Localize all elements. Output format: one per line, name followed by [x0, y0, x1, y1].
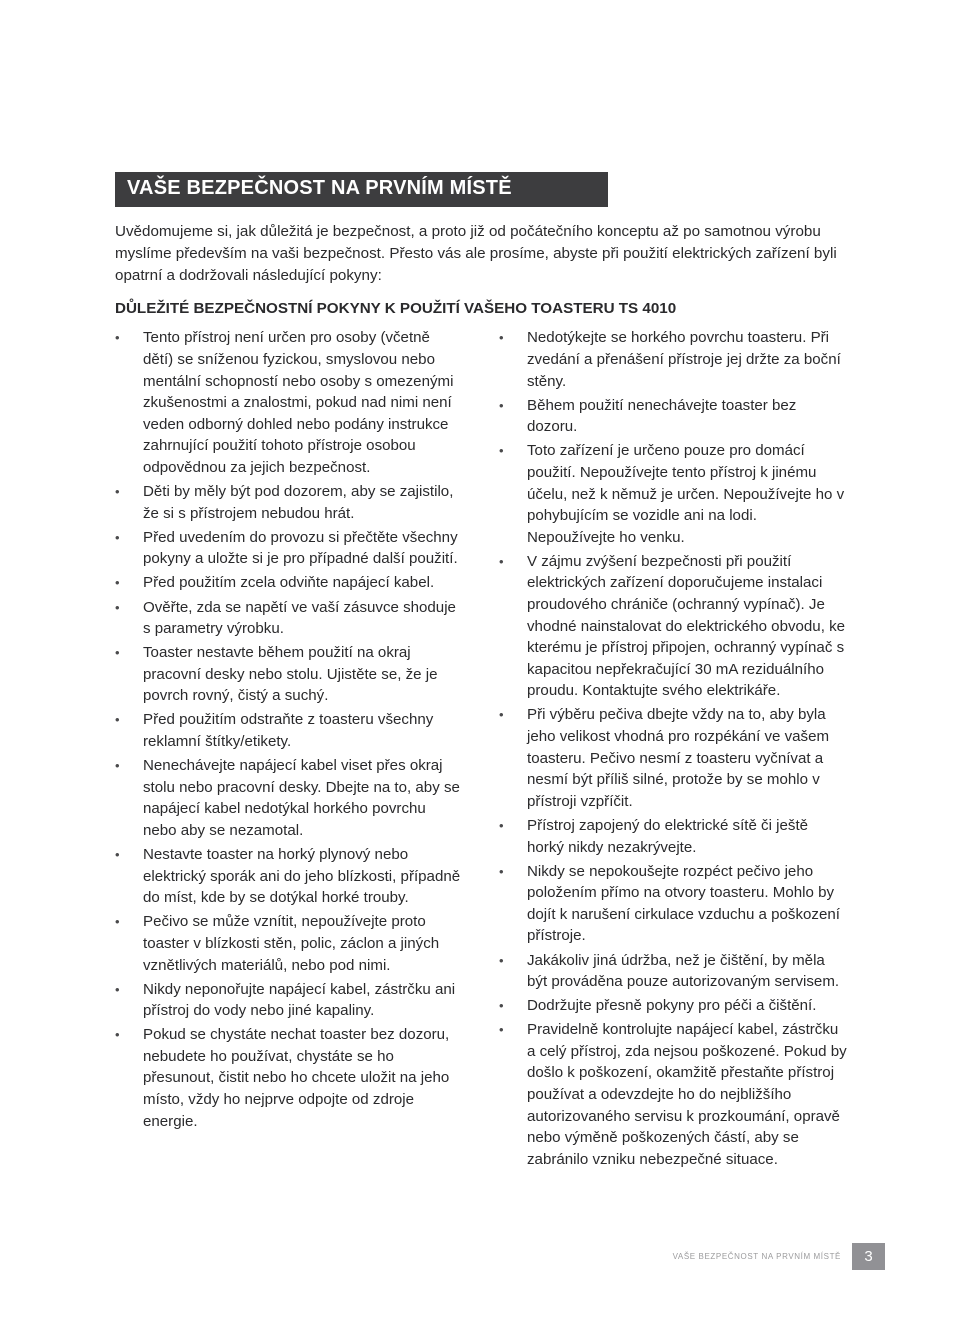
bullet-text: Nikdy se nepokoušejte rozpéct pečivo jeho položením přímo na otvory toasteru. Mohlo by dojít k narušení cirkulace vzduchu a poškození přístroje. [527, 862, 840, 945]
bullet-text: Pokud se chystáte nechat toaster bez dozoru, nebudete ho používat, chystáte se ho přesunout, čistit nebo ho chcete uložit na jeho místo, vždy ho nejprve odpojte od zdroje energie. [143, 1026, 450, 1130]
bullet-item [499, 815, 847, 858]
bullet-item [499, 551, 847, 702]
bullet-text: Přístroj zapojený do elektrické sítě či ještě horký nikdy nezakrývejte. [527, 816, 809, 856]
bullet-text: Ověřte, zda se napětí ve vaší zásuvce shoduje s parametry výrobku. [143, 598, 456, 638]
bullet-marker: • [115, 847, 120, 863]
page-number-badge: 3 [852, 1243, 885, 1270]
bullet-text: Nedotýkejte se horkého povrchu toasteru. Při zvedání a přenášení přístroje jej držte za boční stěny. [527, 329, 841, 390]
bullet-marker: • [115, 712, 120, 728]
section-header-bar [115, 172, 608, 207]
bullet-marker: • [115, 758, 120, 774]
bullet-item [115, 911, 463, 976]
bullet-marker: • [499, 863, 504, 879]
bullet-item [115, 979, 463, 1022]
bullet-marker: • [115, 645, 120, 661]
bullet-item [499, 440, 847, 548]
bullet-marker: • [499, 397, 504, 413]
right-column [499, 327, 847, 1173]
bullet-item [499, 861, 847, 947]
bullet-text: Před použitím zcela odviňte napájecí kabel. [143, 574, 435, 592]
bullet-marker: • [115, 575, 120, 591]
bullet-marker: • [115, 914, 120, 930]
left-column [115, 327, 463, 1173]
bullet-marker: • [115, 981, 120, 997]
bullet-columns [115, 327, 847, 1173]
bullet-item [115, 709, 463, 752]
bullet-item [499, 950, 847, 993]
content-area [115, 172, 847, 1173]
bullet-item [115, 481, 463, 524]
bullet-marker: • [115, 484, 120, 500]
bullet-text: Toaster nestavte během použití na okraj pracovní desky nebo stolu. Ujistěte se, že je povrch rovný, čistý a suchý. [143, 644, 438, 705]
page-footer [673, 1243, 885, 1270]
bullet-marker: • [499, 952, 504, 968]
bullet-item [499, 704, 847, 812]
bullet-text: Pravidelně kontrolujte napájecí kabel, zástrčku a celý přístroj, zda nejsou poškozené. Pokud by došlo k poškození, okamžitě přestaňte přístroj používat a odevzdejte ho do nejbližšího autorizovaného servisu k prozkoumání, opravě nebo výměně poškozených částí, aby se zabránilo vzniku nebezpečné situace. [527, 1021, 847, 1168]
bullet-text: Během použití nenechávejte toaster bez dozoru. [527, 396, 797, 436]
bullet-text: Toto zařízení je určeno pouze pro domácí použití. Nepoužívejte tento přístroj k jinému účelu, než k němuž je určen. Nepoužívejte ho v pohybujícím se vozidle ani na lodi. Nepoužívejte ho venku. [527, 442, 845, 546]
bullet-text: V zájmu zvýšení bezpečnosti při použití elektrických zařízení doporučujeme instalaci proudového chrániče (ochranný vypínač). Je vhodné nainstalovat do elektrického obvodu, ke kterému je přístroj připojen, ochranný vypínač s kapacitou nepřekračující 30 mA reziduálního proudu. Kontaktujte svého elektrikáře. [527, 552, 846, 700]
section-header-title: VAŠE BEZPEČNOST NA PRVNÍM MÍSTĚ [127, 177, 512, 199]
bullet-marker: • [499, 707, 504, 723]
bullet-marker: • [115, 330, 120, 346]
bullet-item [115, 327, 463, 478]
bullet-marker: • [115, 529, 120, 545]
bullet-item [499, 395, 847, 438]
bullet-marker: • [499, 330, 504, 346]
footer-title: VAŠE BEZPEČNOST NA PRVNÍM MÍSTĚ [672, 1252, 841, 1261]
bullet-item [499, 1019, 847, 1170]
bullet-item [499, 995, 847, 1017]
bullet-marker: • [499, 817, 504, 833]
bullet-text: Před použitím odstraňte z toasteru všechny reklamní štítky/etikety. [143, 711, 434, 751]
bullet-text: Při výběru pečiva dbejte vždy na to, aby byla jeho velikost vhodná pro rozpékání ve vašem toasteru. Pečivo nesmí z toasteru vyčnívat a nesmí být příliš silné, protože by se mohlo v přístroji vzpříčit. [527, 706, 830, 810]
bullet-text: Dodržujte přesně pokyny pro péči a čištění. [527, 997, 817, 1015]
bullet-text: Nestavte toaster na horký plynový nebo elektrický sporák ani do jeho blízkosti, případně do míst, kde by se dotýkal horké trouby. [143, 846, 461, 907]
bullet-item [115, 844, 463, 909]
bullet-marker: • [499, 553, 504, 569]
bullet-item [115, 755, 463, 841]
intro-paragraph: Uvědomujeme si, jak důležitá je bezpečnost, a proto již od počátečního konceptu až po samotnou výrobu myslíme především na vaši bezpečnost. Přesto vás ale prosíme, abyste při použití elektrických zařízení byli opatrní a dodržovali následující pokyny: [115, 223, 837, 284]
bullet-item [115, 527, 463, 570]
bullet-text: Nikdy neponořujte napájecí kabel, zástrčku ani přístroj do vody nebo jiné kapaliny. [143, 980, 456, 1020]
bullet-marker: • [115, 599, 120, 615]
bullet-item [115, 642, 463, 707]
bullet-text: Pečivo se může vznítit, nepoužívejte proto toaster v blízkosti stěn, polic, záclon a jiných vznětlivých materiálů, nebo pod nimi. [143, 913, 440, 974]
instructions-heading: DŮLEŽITÉ BEZPEČNOSTNÍ POKYNY K POUŽITÍ VAŠEHO TOASTERU TS 4010 [115, 300, 677, 318]
bullet-marker: • [499, 1022, 504, 1038]
bullet-item [115, 572, 463, 594]
bullet-text: Děti by měly být pod dozorem, aby se zajistilo, že si s přístrojem nebudou hrát. [143, 483, 454, 522]
bullet-text: Tento přístroj není určen pro osoby (včetně dětí) se sníženou fyzickou, smyslovou nebo mentální schopností nebo osoby s omezenými zkušenostmi a znalostmi, pokud nad nimi není veden odborný dohled nebo podány instrukce zahrnující použití tohoto přístroje osobou odpovědnou za jejich bezpečnost. [143, 329, 454, 476]
bullet-item [499, 327, 847, 392]
bullet-item [115, 597, 463, 640]
bullet-text: Před uvedením do provozu si přečtěte všechny pokyny a uložte si je pro případné další použití. [143, 528, 458, 568]
bullet-text: Nenechávejte napájecí kabel viset přes okraj stolu nebo pracovní desky. Dbejte na to, aby se napájecí kabel nedotýkal horkého povrchu nebo aby se nezamotal. [143, 757, 460, 839]
bullet-marker: • [499, 998, 504, 1014]
bullet-marker: • [115, 1027, 120, 1043]
bullet-marker: • [499, 443, 504, 459]
bullet-item [115, 1024, 463, 1132]
bullet-text: Jakákoliv jiná údržba, než je čištění, by měla být prováděna pouze autorizovaným servisem. [527, 951, 840, 991]
